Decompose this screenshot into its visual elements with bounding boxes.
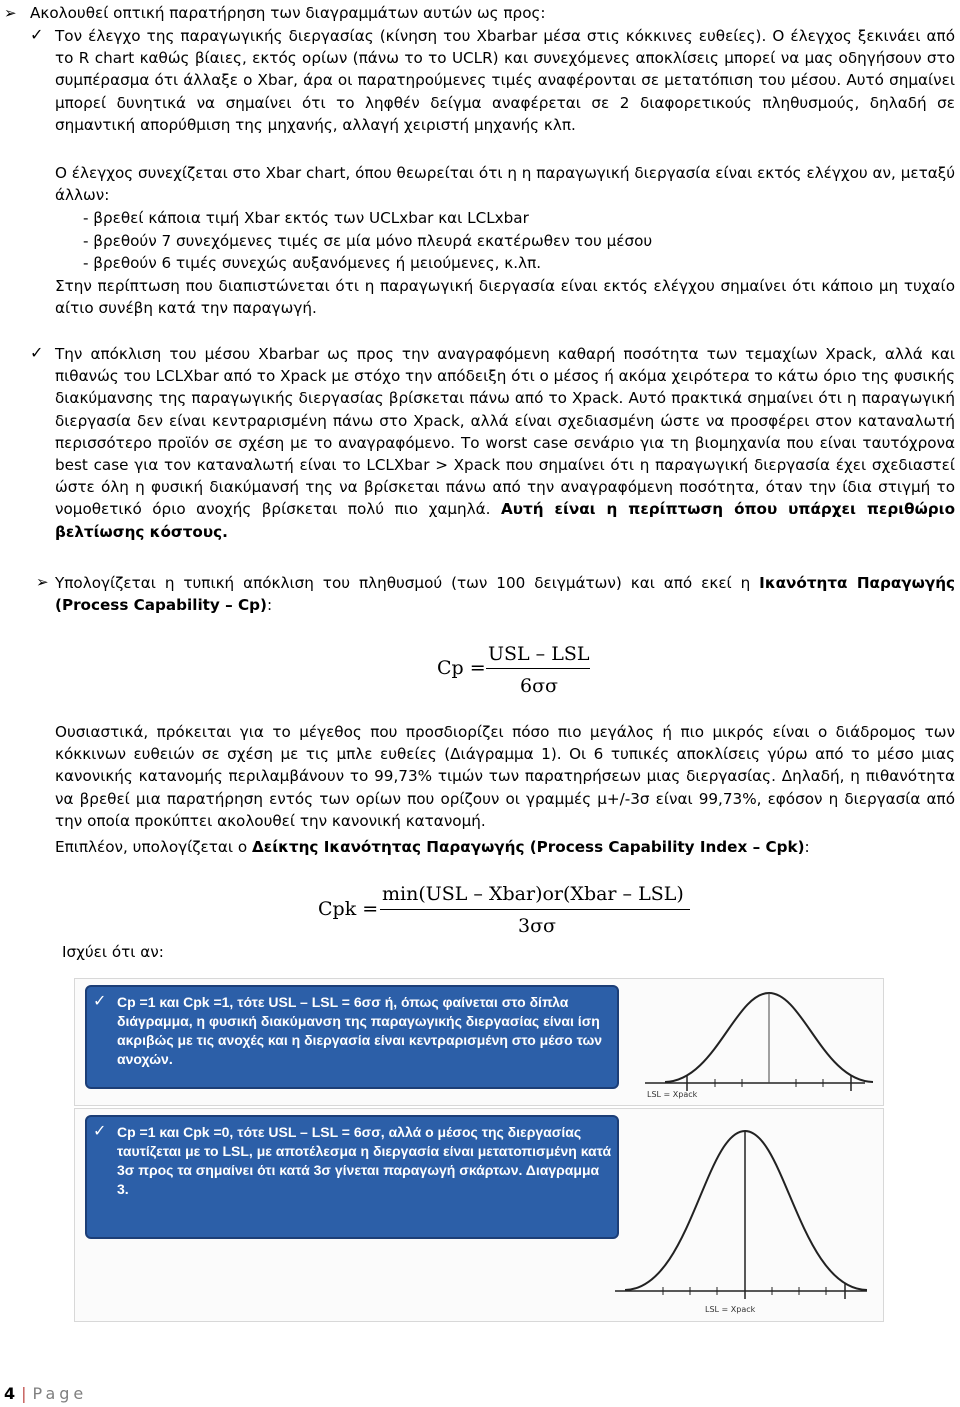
- case-description-text: Cp =1 και Cpk =1, τότε USL – LSL = 6σσ ή, όπως φαίνεται στο δίπλα διάγραμμα, η φυσική διακύμανση της παραγωγικής διεργασίας είναι ίση ακριβώς με τις ανοχές και η διεργασία είναι κεντραρισμένη στο μέσο των ανοχών.: [117, 994, 603, 1067]
- cp-formula-lhs: Cp =: [437, 657, 486, 679]
- shifted-distribution-chart: [605, 1119, 875, 1319]
- list-item: - βρεθούν 6 τιμές συνεχώς αυξανόμενες ή μειούμενες, κ.λπ.: [83, 254, 542, 272]
- deviation-paragraph: Την απόκλιση του μέσου Xbarbar ως προς την αναγραφόμενη καθαρή ποσότητα των τεμαχίων Xpack, αλλά και πιθανώς του LCLXbar από το Xpack με στόχο την απόδειξη ότι ο μέσος ή ακόμα χειρότερα το κάτω όριο της φυσικής διακύμανσης της παραγωγικής διεργασίας βρίσκεται πάνω από το Xpack. Αυτό πρακτικά σημαίνει ότι η παραγωγική διεργασία δεν είναι κεντραρισμένη πάνω στο Xpack, αλλά είναι σχεδιασμένη ώστε να προσφέρει στον καταναλωτή περισσότερο προϊόν σε σχέση με το αναγραφόμενο. Το worst case σενάριο για τη βιομηχανία που είναι ταυτόχρονα best case για τον καταναλωτή είναι το LCLXbar > Xpack που σημαίνει ότι η παραγωγική διεργασία έχει σχεδιαστεί ώστε όλη η φυσική διακύμανσή της να βρίσκεται πάνω από την αναγραφόμενη ποσότητα, όταν την ίδια στιγμή το νομοθετικό όριο ανοχής βρίσκεται πολύ πιο χαμηλά. Αυτή είναι η περίπτωση όπου υπάρχει περιθώριο βελτίωσης κόστους.: [55, 345, 956, 541]
- arrow-bullet-icon: ➢: [36, 573, 49, 591]
- cp-intro: Υπολογίζεται η τυπική απόκλιση του πληθυσμού (των 100 δειγμάτων) και από εκεί η Ικανότητα Παραγωγής (Process Capability – Cp):: [55, 574, 956, 615]
- fraction-line: [486, 668, 590, 669]
- cpk-formula-denominator: 3σσ: [518, 915, 557, 937]
- cp-bold-text: Ικανότητα Παραγωγής (Process Capability – Cp): [55, 574, 956, 615]
- xbar-conclusion: Στην περίπτωση που διαπιστώνεται ότι η παραγωγική διεργασία είναι εκτός ελέγχου σημαίνει ότι κάποιο μη τυχαίο αίτιο συνέβη κατά την παραγωγή.: [55, 277, 955, 318]
- capability-case-box: [74, 978, 884, 1106]
- cp-paragraph: Ουσιαστικά, πρόκειται για το μέγεθος που προσδιορίζει πόσο πιο μεγάλος ή πιο μικρός είναι ο διάδρομος των κόκκινων ευθειών σε σχέση με τις μπλε ευθείες (Διάγραμμα 1). Οι 6 τυπικές αποκλίσεις γύρω από το μέσο μιας κανονικής κατανομής περιλαμβάνουν το 99,73% τιμών των παρατηρήσεων μιας διεργασίας. Δηλαδή, η πιθανότητα να βρεθεί μια παρατήρηση εντός των ορίων που ορίζουν οι γραμμές μ+/-3σ είναι 99,73%, εφόσον η διεργασία από την οποία προκύπτει ακολουθεί την κανονική κατανομή.: [55, 723, 955, 830]
- chart-label: LSL = Xpack: [705, 1305, 756, 1314]
- case-description-panel: [85, 985, 619, 1089]
- list-item: - βρεθούν 7 συνεχόμενες τιμές σε μία μόνο πλευρά εκατέρωθεν του μέσου: [83, 232, 653, 250]
- cpk-intro: Επιπλέον, υπολογίζεται ο Δείκτης Ικανότητας Παραγωγής (Process Capability Index – Cpk):: [55, 838, 810, 856]
- checkmark-icon: ✓: [93, 1121, 107, 1140]
- case-description-text: Cp =1 και Cpk =0, τότε USL – LSL = 6σσ, αλλά ο μέσος της διεργασίας ταυτίζεται με το LSL, με αποτέλεσμα η διεργασία είναι μετατοπισμένη κατά 3σ προς τα σημαίνει ότι κατά 3σ γίνεται παραγωγή σκάρτων. Διαγραμμα 3.: [117, 1124, 612, 1197]
- arrow-bullet-icon: ➢: [4, 4, 17, 22]
- applies-label: Ισχύει ότι αν:: [62, 943, 164, 961]
- checkmark-icon: ✓: [93, 991, 107, 1010]
- checkmark-icon: ✓: [30, 343, 44, 362]
- page-label: Page: [32, 1384, 88, 1403]
- intro-line: Ακολουθεί οπτική παρατήρηση των διαγραμμάτων αυτών ως προς:: [30, 4, 546, 22]
- capability-case-box: [74, 1108, 884, 1322]
- normal-distribution-chart: [625, 983, 875, 1099]
- cp-formula-numerator: USL – LSL: [488, 643, 590, 665]
- distribution-curve: [625, 1131, 867, 1290]
- intro-paragraph: Τον έλεγχο της παραγωγικής διεργασίας (κίνηση του Xbarbar μέσα στις κόκκινες ευθείες). Ο έλεγχος ξεκινάει από το R chart καθώς βίαιες, εκτός ορίων (πάνω το το UCLR) και συνεχόμενες αποκλίσεις μπορεί να μας οδηγήσουν στο συμπέρασμα ότι άλλαξε ο Xbar, άρα οι παρατηρούμενες τιμές αναφέρονται σε μετατόπιση του μέσου. Αυτό σημαίνει μπορεί δυνητικά να σημαίνει ότι το ληφθέν δείγμα αναφέρεται σε 2 διαφορετικούς πληθυσμούς, δηλαδή σε σημαντική απορύθμιση της μηχανής, αλλαγή χειριστή μηχανής κλπ.: [55, 27, 955, 134]
- cpk-formula-lhs: Cpk =: [318, 898, 379, 920]
- fraction-line: [380, 909, 690, 910]
- page-footer: [4, 1384, 87, 1403]
- case-description-panel: [85, 1115, 619, 1239]
- list-item: - βρεθεί κάποια τιμή Xbar εκτός των UCLxbar και LCLxbar: [83, 209, 529, 227]
- cpk-bold-text: Δείκτης Ικανότητας Παραγωγής (Process Capability Index – Cpk): [252, 838, 805, 856]
- checkmark-icon: ✓: [30, 25, 44, 44]
- page-number: 4: [4, 1384, 16, 1403]
- cp-formula-denominator: 6σσ: [520, 675, 559, 697]
- deviation-bold-text: Αυτή είναι η περίπτωση όπου υπάρχει περιθώριο βελτίωσης κόστους.: [55, 500, 956, 541]
- footer-separator: |: [21, 1384, 27, 1403]
- xbar-paragraph: Ο έλεγχος συνεχίζεται στο Xbar chart, όπου θεωρείται ότι η η παραγωγική διεργασία είναι εκτός ελέγχου αν, μεταξύ άλλων:: [55, 164, 955, 205]
- chart-label: LSL = Xpack: [647, 1090, 698, 1099]
- cpk-formula-numerator: min(USL – Xbar)or(Xbar – LSL): [382, 883, 684, 905]
